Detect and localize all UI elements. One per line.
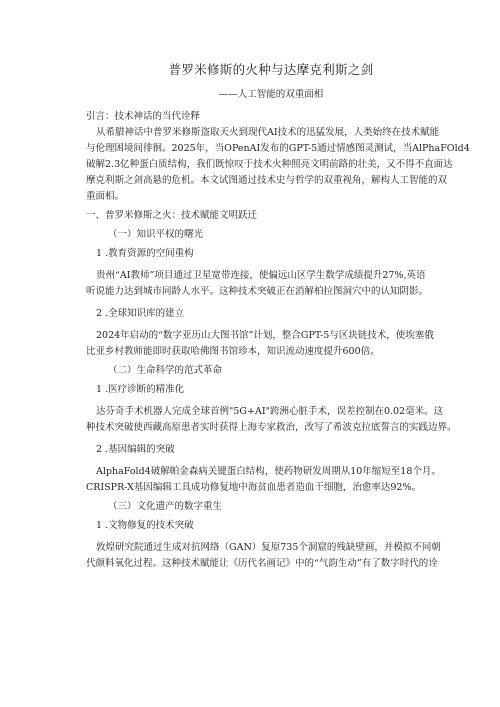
- item-line: 代颜料氧化过程。这种技术赋能让《历代名画记》中的“气韵生动”有了数字时代的诠: [86, 558, 438, 569]
- section-1: [86, 208, 456, 572]
- item-line: 比亚乡村教师能即时获取哈佛图书馆珍本，知识流动速度提升600倍。: [86, 346, 380, 357]
- subsection-heading: （一）知识平权的曙光: [108, 229, 204, 240]
- intro-line: 与伦理困境间徘徊。2025年，当OPenAI发布的GPT-5通过情感图灵测试，当AlPhaFOld4: [86, 143, 470, 154]
- item-line: 贵州“AI教师”项目通过卫星宽带连接，使偏远山区学生数学成绩提升27%,英语: [96, 270, 426, 281]
- item-line: 种技术突破使西藏高原患者实时获得上海专家救治，改写了希波克拉底誓言的实践边界。: [86, 422, 457, 433]
- section-heading: 一、普罗米修斯之火：技术赋能文明跃迁: [86, 210, 258, 221]
- item-heading: 2 .基因编辑的突破: [96, 444, 175, 455]
- item-line: 敦煌研究院通过生成对抗网络（GAN）复原735个洞窟的残缺壁画，并模拟不同朝: [96, 542, 441, 553]
- intro-line: 从希腊神话中普罗米修斯盗取天火到现代AI技术的迅猛发展，人类始终在技术赋能: [96, 127, 440, 138]
- document-subtitle: ——人工智能的双重面相: [218, 89, 324, 100]
- intro-line: 重面相。: [86, 191, 125, 202]
- item-line: 听说能力达到城市同龄人水平。这种技术突破正在消解柏拉图洞穴中的认知阴影。: [86, 286, 429, 297]
- item-line: CRISPR-X基因编辑工具成功修复地中海贫血患者造血干细胞，治愈率达92%。: [86, 482, 421, 493]
- item-line: 达芬奇手术机器人完成全球首例"5G+AI"跨洲心脏手术，误差控制在0.02毫米。这: [96, 406, 444, 417]
- intro-section: [86, 109, 470, 205]
- intro-line: 摩克利斯之剑高悬的危机。本文试图通过技术史与哲学的双重视角，解构人工智能的双: [86, 175, 448, 186]
- item-heading: 1 .医疗诊断的精准化: [96, 384, 185, 395]
- intro-heading: 引言：技术神话的当代诠释: [86, 111, 201, 122]
- item-heading: 1 .教育资源的空间重构: [96, 248, 194, 259]
- item-heading: 1 .文物修复的技术突破: [96, 520, 194, 531]
- item-heading: 2 .全球知识库的建立: [96, 308, 185, 319]
- item-line: AlphaFold4破解帕金森病关键蛋白结构，使药物研发周期从10年缩短至18个月。: [96, 466, 441, 477]
- item-line: 2024年启动的“数字亚历山大图书馆”计划，整合GPT-5与区块链技术，使埃塞俄: [96, 330, 434, 341]
- intro-line: 破解2.3亿种蛋白质结构，我们既惊叹于技术火种照亮文明前路的壮美，又不得不直面达: [86, 159, 453, 170]
- subsection-heading: （二）生命科学的范式革命: [108, 365, 223, 376]
- document-title: 普罗米修斯的火种与达摩克利斯之剑: [168, 62, 374, 77]
- subsection-heading: （三）文化遗产的数字重生: [108, 501, 223, 512]
